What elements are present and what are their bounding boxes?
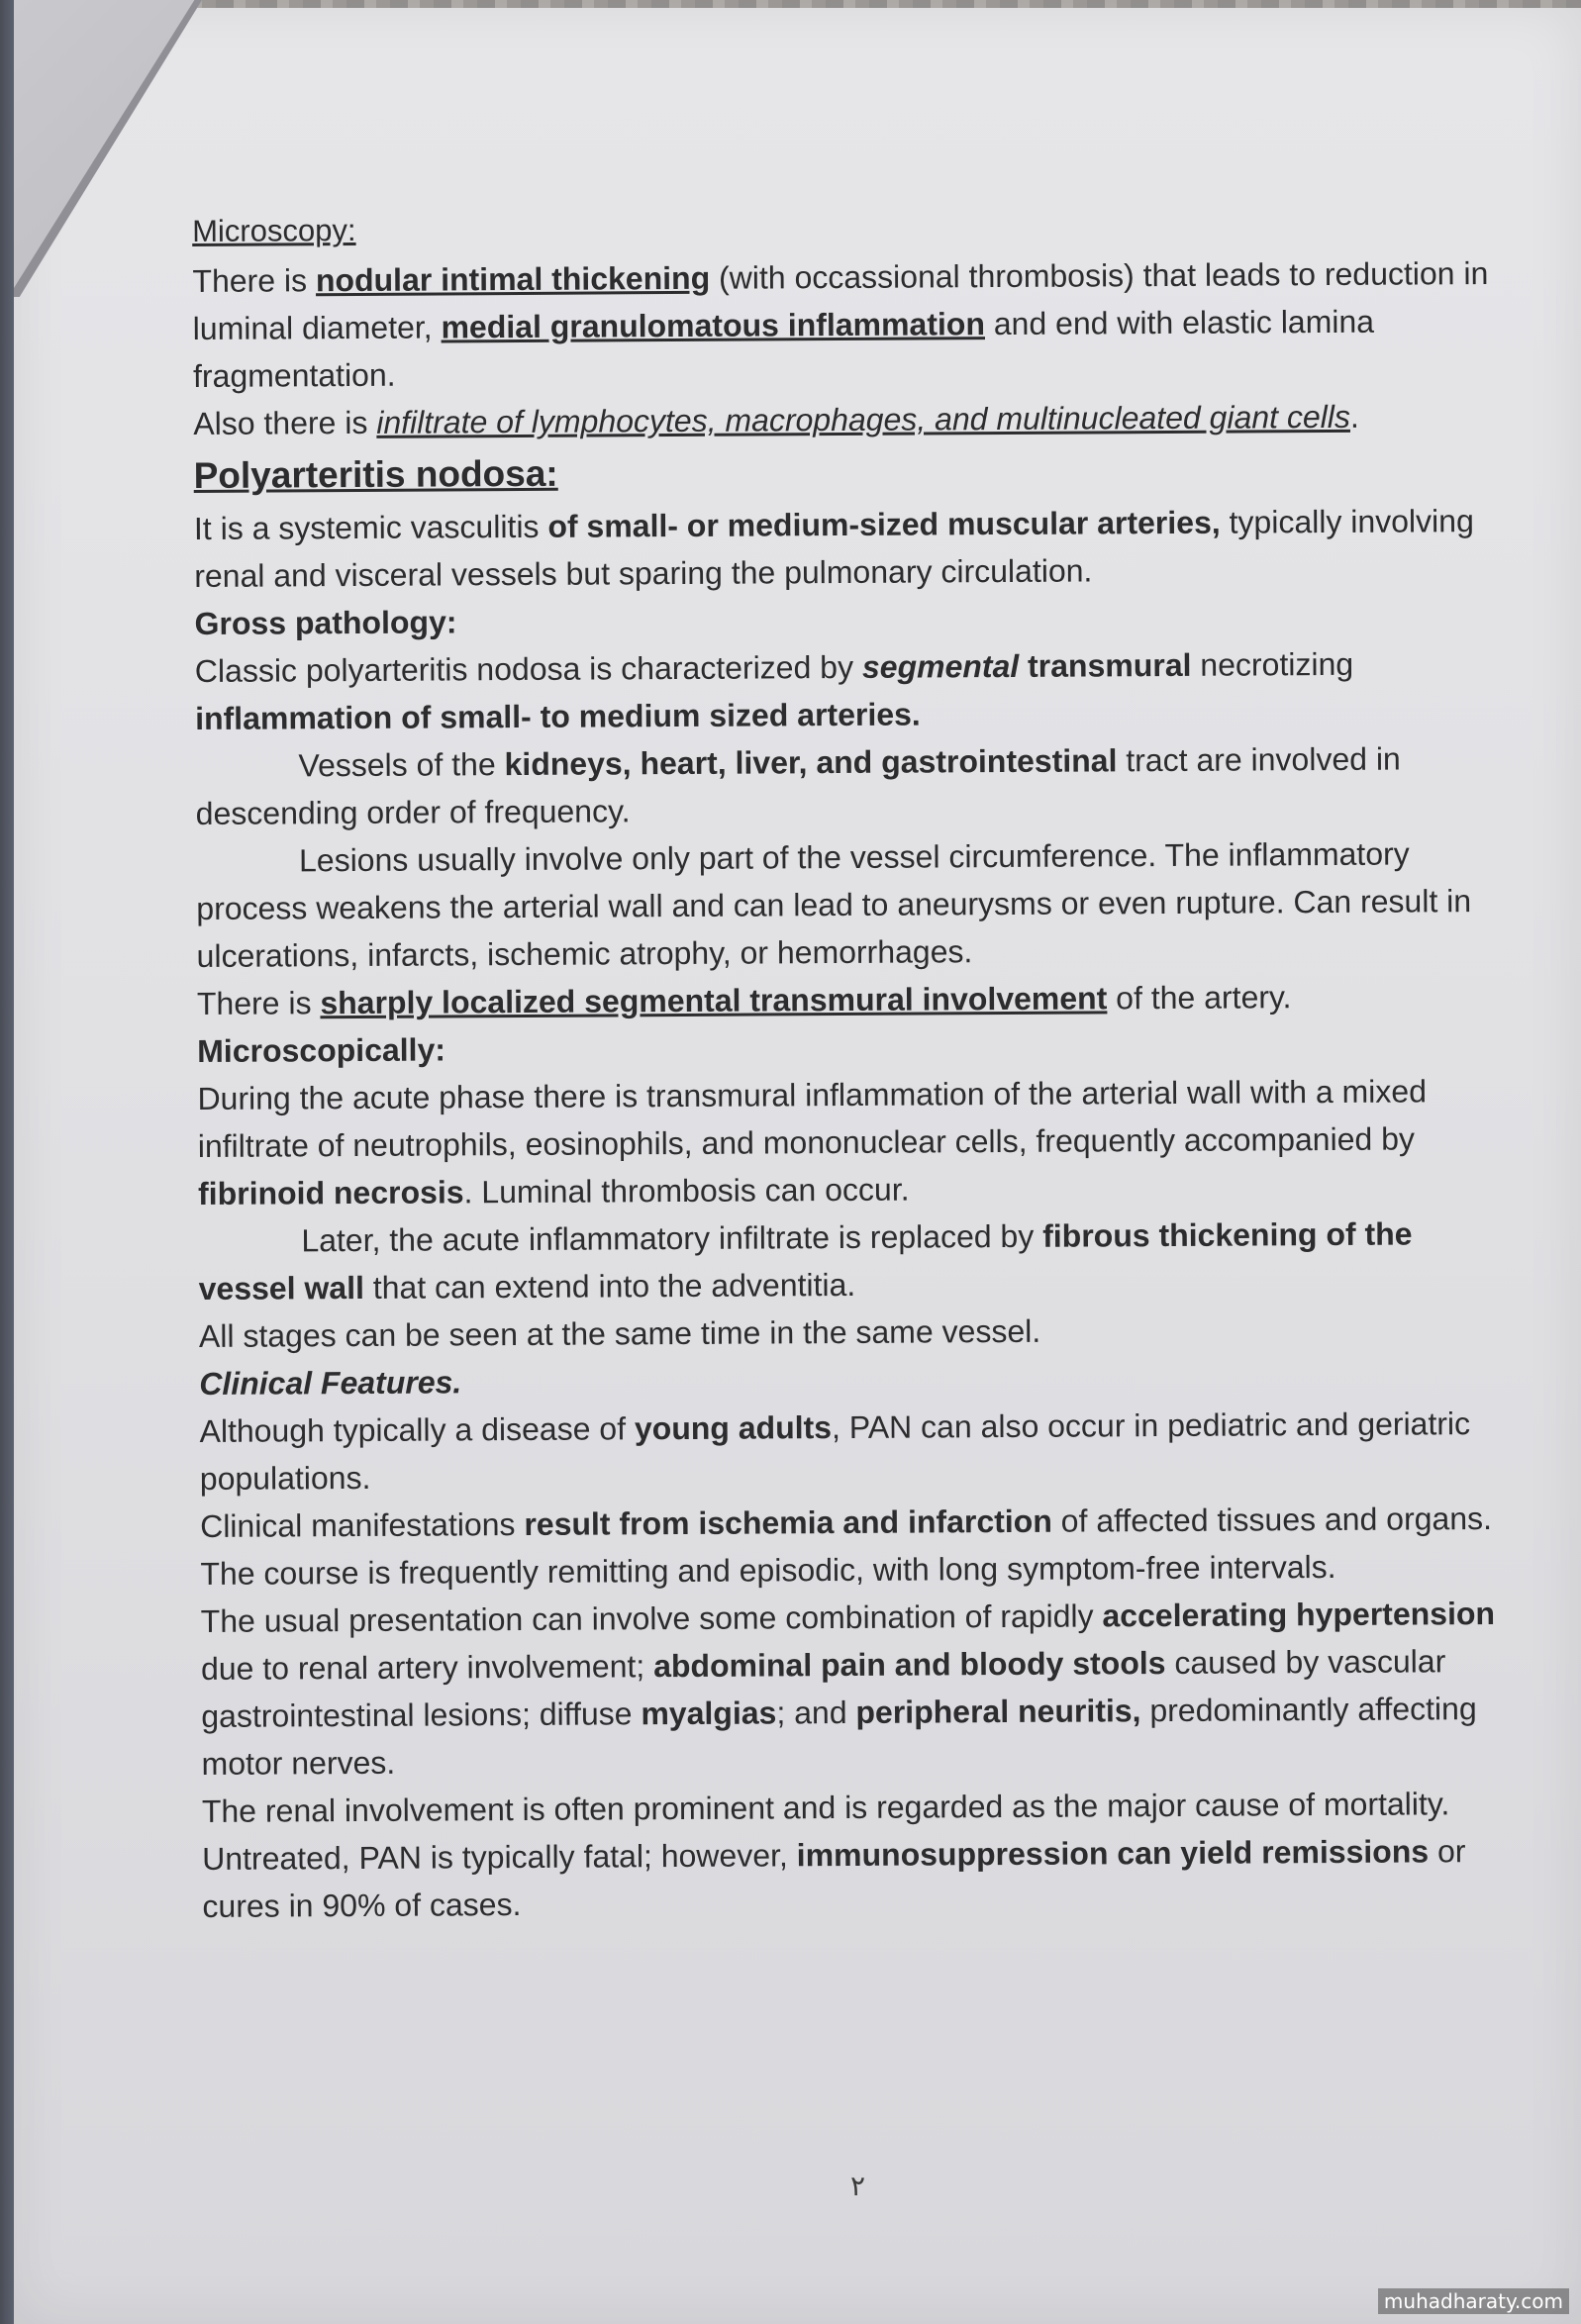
- pan-intro: It is a systemic vasculitis of small- or medium-sized muscular arteries, typically involving renal and visceral vessels but sparing the pulmonary circulation.: [193, 503, 1474, 594]
- site-watermark: muhadharaty.com: [1378, 2288, 1569, 2314]
- gross-pathology-heading: Gross pathology:: [194, 604, 457, 641]
- microscopically-paragraph-1: During the acute phase there is transmural inflammation of the arterial wall with a mixed infiltrate of neutrophils, eosinophils, and mononuclear cells, frequently accompanied by fibrinoid necrosis. Luminal thrombosis can occur.: [197, 1073, 1428, 1211]
- clinical-paragraph-3: The course is frequently remitting and episodic, with long symptom-free intervals.: [200, 1548, 1336, 1592]
- document-text: [192, 200, 1520, 1930]
- clinical-paragraph-4: The usual presentation can involve some combination of rapidly accelerating hypertension due to renal artery involvement; abdominal pain and bloody stools caused by vascular gastrointestinal lesions; diffuse myalgias; and peripheral neuritis, predominantly affecting motor nerves.: [200, 1595, 1496, 1782]
- microscopy-heading: Microscopy:: [192, 212, 356, 248]
- microscopically-heading: Microscopically:: [197, 1031, 446, 1069]
- pan-title: Polyarteritis nodosa:: [193, 452, 558, 496]
- microscopically-paragraph-2: Later, the acute inflammatory infiltrate is replaced by fibrous thickening of the vessel wall that can extend into the adventitia.: [198, 1215, 1413, 1307]
- clinical-paragraph-6: Untreated, PAN is typically fatal; however, immunosuppression can yield remissions or cures in 90% of cases.: [202, 1833, 1466, 1924]
- microscopy-paragraph-2: Also there is infiltrate of lymphocytes, macrophages, and multinucleated giant cells.: [193, 398, 1359, 441]
- clinical-paragraph-2: Clinical manifestations result from ischemia and infarction of affected tissues and organs.: [200, 1501, 1493, 1544]
- microscopy-paragraph-1: There is nodular intimal thickening (with occassional thrombosis) that leads to reduction in luminal diameter, medial granulomatous inflammation and end with elastic lamina fragmentation.: [192, 255, 1489, 394]
- gross-paragraph-4: There is sharply localized segmental transmural involvement of the artery.: [196, 979, 1292, 1021]
- gross-paragraph-3: Lesions usually involve only part of the vessel circumference. The inflammatory process weakens the arterial wall and can lead to aneurysms or even rupture. Can result in ulcerations, infarcts, ischemic atrophy, or hemorrhages.: [196, 835, 1472, 974]
- microscopically-paragraph-3: All stages can be seen at the same time in the same vessel.: [198, 1312, 1041, 1354]
- clinical-paragraph-1: Although typically a disease of young adults, PAN can also occur in pediatric and geriatric populations.: [199, 1405, 1471, 1497]
- background-strip: [172, 0, 1581, 8]
- page-number: ٢: [850, 2170, 866, 2202]
- clinical-paragraph-5: The renal involvement is often prominent and is regarded as the major cause of mortality.: [201, 1786, 1450, 1829]
- gross-paragraph-1: Classic polyarteritis nodosa is characterized by segmental transmural necrotizing inflammation of small- to medium sized arteries.: [194, 645, 1354, 736]
- clinical-features-heading: Clinical Features.: [199, 1364, 462, 1402]
- gross-paragraph-2: Vessels of the kidneys, heart, liver, and gastrointestinal tract are involved in descending order of frequency.: [195, 740, 1401, 831]
- paper-page: [14, 0, 1581, 2324]
